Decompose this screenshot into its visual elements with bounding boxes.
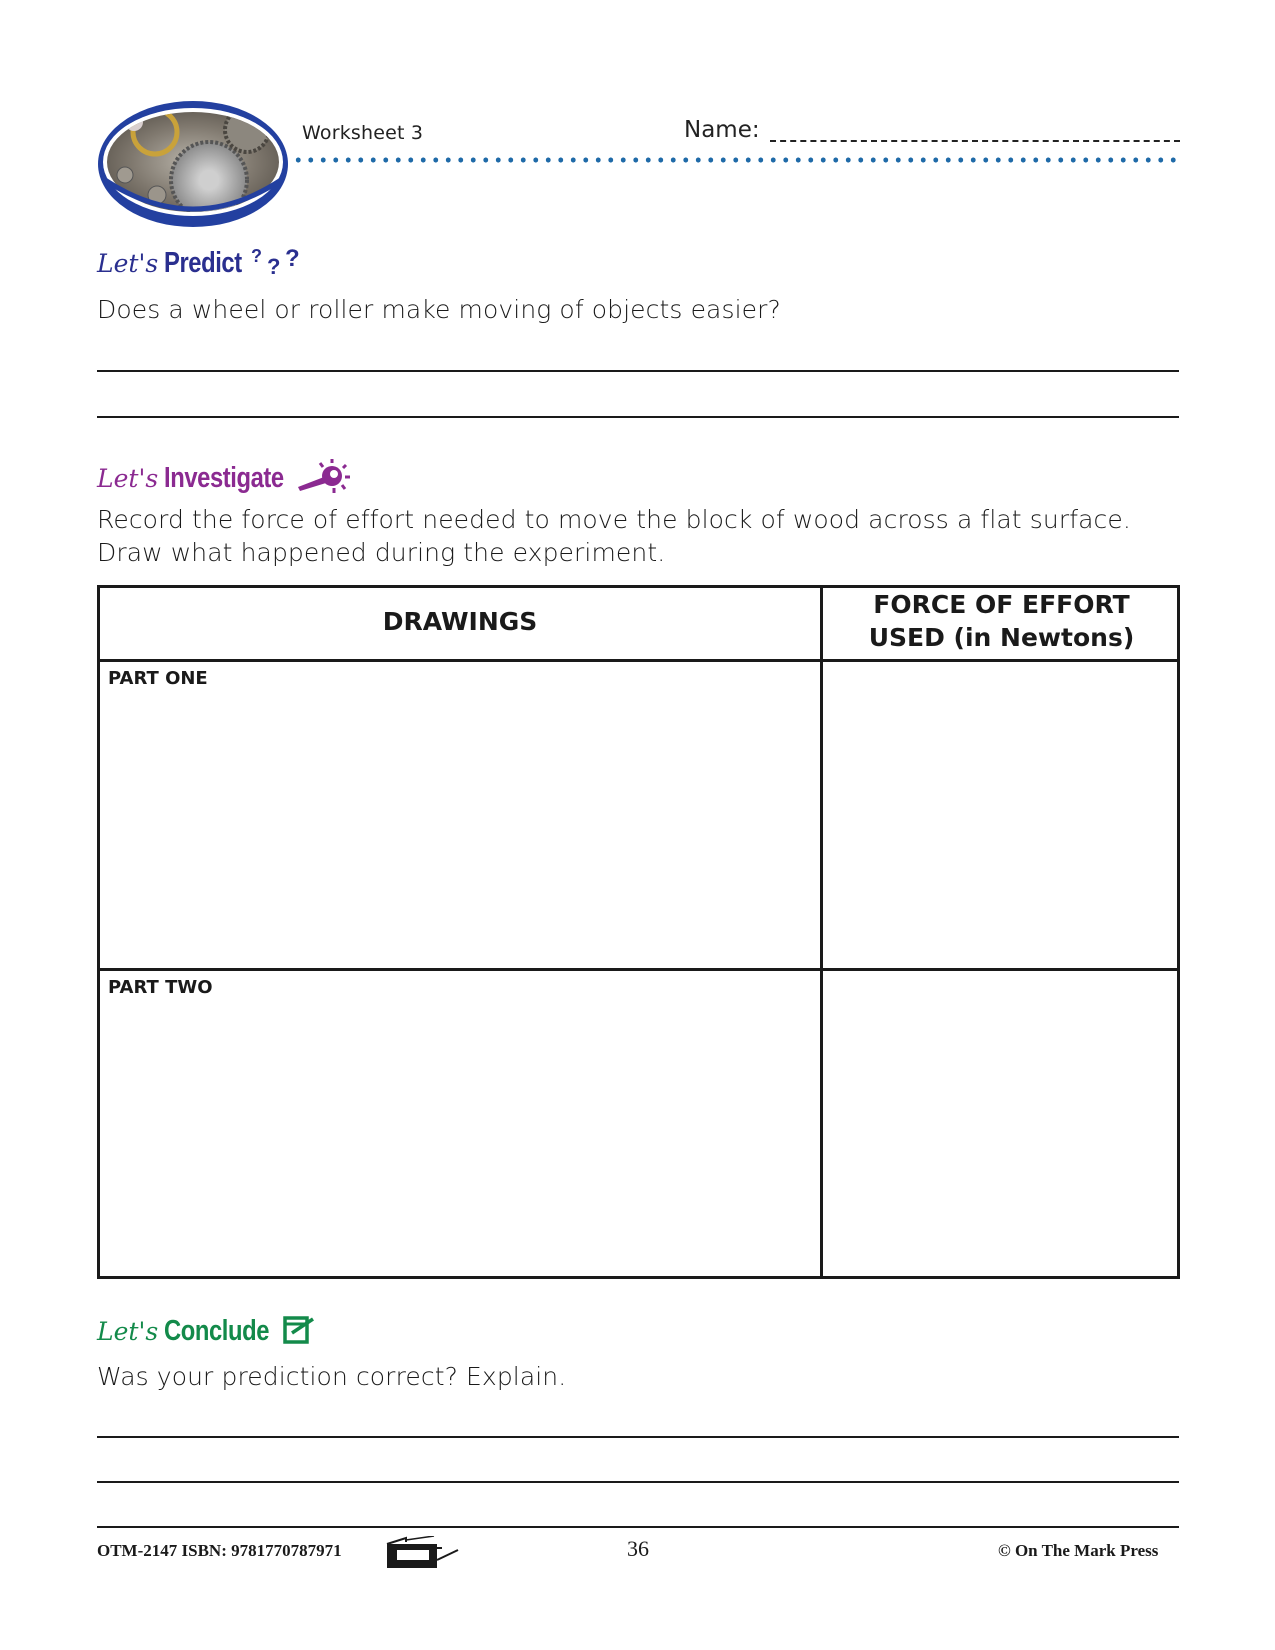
page-number: 36 [627, 1536, 649, 1561]
instruction-line-1: Record the force of effort needed to move the block of wood across a flat surface. [97, 505, 1131, 534]
part-two-drawing-cell[interactable] [100, 971, 820, 1276]
svg-text:?: ? [266, 254, 281, 278]
conclude-answer-line-1[interactable] [97, 1436, 1179, 1438]
lets-label: Let's [97, 248, 159, 278]
part-one-label: PART ONE [108, 668, 208, 689]
lets-label: Let's [97, 463, 159, 493]
header-force-of-effort [823, 588, 1180, 654]
lets-label: Let's [97, 1316, 159, 1346]
svg-text:?: ? [284, 245, 300, 272]
instruction-line-2: Draw what happened during the experiment. [97, 538, 666, 567]
header-force-line-1: FORCE OF EFFORT [873, 590, 1130, 619]
investigate-title: Investigate [164, 461, 284, 494]
part-one-force-cell[interactable] [823, 662, 1177, 968]
worksheet-logo [97, 100, 290, 228]
conclude-heading [97, 1311, 316, 1351]
worksheet-number: Worksheet 3 [302, 122, 424, 144]
part-two-label: PART TWO [108, 977, 213, 998]
investigate-heading [97, 457, 354, 499]
name-label: Name: [684, 117, 760, 143]
predict-answer-line-2[interactable] [97, 416, 1179, 418]
footer-rule [97, 1526, 1179, 1528]
conclude-question: Was your prediction correct? Explain. [97, 1362, 567, 1391]
svg-text:?: ? [250, 246, 262, 266]
investigate-instructions [97, 503, 1197, 569]
part-two-force-cell[interactable] [823, 971, 1177, 1276]
notepad-check-icon [280, 1311, 316, 1351]
footer-code-isbn: OTM-2147 ISBN: 9781770787971 [97, 1541, 342, 1560]
predict-heading [97, 244, 303, 282]
predict-answer-line-1[interactable] [97, 370, 1179, 372]
photocopier-icon [386, 1536, 462, 1574]
conclude-answer-line-2[interactable] [97, 1481, 1179, 1483]
question-marks-icon [251, 244, 303, 282]
name-field[interactable] [770, 140, 1180, 142]
copyright: © On The Mark Press [998, 1541, 1159, 1560]
dotted-divider [292, 157, 1182, 163]
part-one-drawing-cell[interactable] [100, 662, 820, 968]
conclude-title: Conclude [164, 1314, 270, 1347]
predict-title: Predict [164, 246, 242, 279]
header-force-line-2: USED (in Newtons) [868, 623, 1135, 652]
predict-question: Does a wheel or roller make moving of objects easier? [97, 295, 781, 324]
magnifier-sun-icon [294, 457, 354, 499]
header-drawings: DRAWINGS [382, 607, 538, 636]
